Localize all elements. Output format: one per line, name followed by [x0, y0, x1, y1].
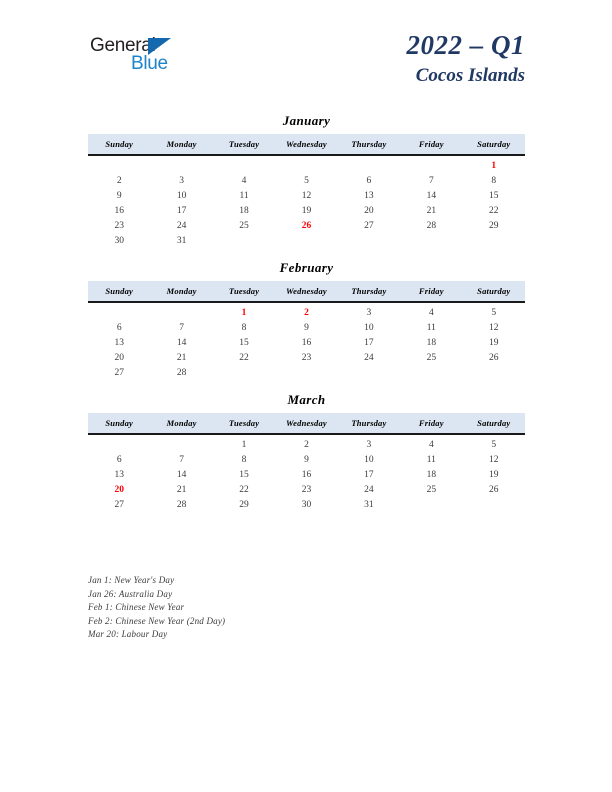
weekday-header-monday: Monday — [150, 413, 212, 434]
day-cell-empty — [400, 233, 462, 248]
day-cell[interactable]: 18 — [426, 337, 437, 348]
week-row — [88, 434, 525, 452]
day-cell[interactable]: 5 — [491, 439, 497, 450]
day-cell-holiday[interactable]: 20 — [114, 484, 124, 495]
day-cell[interactable]: 6 — [116, 322, 122, 333]
weekday-header-friday: Friday — [400, 281, 462, 302]
day-cell[interactable]: 18 — [426, 469, 437, 480]
day-cell[interactable]: 4 — [241, 175, 247, 186]
logo-text-blue: Blue — [131, 53, 168, 74]
page-subtitle: Cocos Islands — [415, 65, 525, 86]
page-title: 2022 – Q1 — [406, 30, 525, 60]
day-cell[interactable]: 25 — [426, 484, 437, 495]
day-cell-empty — [150, 155, 212, 173]
day-cell[interactable]: 10 — [364, 322, 374, 333]
month-block — [88, 260, 525, 380]
weekday-header-row — [88, 413, 525, 434]
weekday-header-row — [88, 281, 525, 302]
day-cell[interactable]: 14 — [426, 190, 437, 201]
holiday-legend-item: Jan 1: New Year's Day — [88, 575, 175, 585]
day-cell[interactable]: 11 — [426, 322, 436, 333]
day-cell[interactable]: 22 — [489, 205, 499, 216]
day-cell[interactable]: 2 — [116, 175, 122, 186]
day-cell[interactable]: 5 — [491, 307, 497, 318]
month-title: March — [287, 392, 326, 407]
weekday-header-sunday: Sunday — [88, 134, 150, 155]
day-cell[interactable]: 30 — [301, 499, 312, 510]
day-cell[interactable]: 17 — [176, 205, 187, 216]
day-cell-empty — [213, 365, 275, 380]
day-cell[interactable]: 28 — [426, 220, 437, 231]
day-cell[interactable]: 7 — [428, 175, 434, 186]
month-table — [88, 134, 525, 248]
day-cell[interactable]: 16 — [301, 337, 312, 348]
day-cell[interactable]: 8 — [491, 175, 497, 186]
week-row — [88, 350, 525, 365]
week-row — [88, 482, 525, 497]
day-cell-empty — [400, 365, 462, 380]
day-cell[interactable]: 16 — [301, 469, 312, 480]
logo-text-general: General — [90, 35, 156, 56]
weekday-header-sunday: Sunday — [88, 281, 150, 302]
day-cell-holiday[interactable]: 1 — [491, 160, 497, 171]
day-cell-empty — [338, 233, 400, 248]
week-row — [88, 467, 525, 482]
weekday-header-tuesday: Tuesday — [213, 281, 275, 302]
day-cell[interactable]: 18 — [239, 205, 249, 216]
day-cell-holiday[interactable]: 1 — [241, 307, 247, 318]
weekday-header-thursday: Thursday — [338, 281, 400, 302]
day-cell[interactable]: 19 — [301, 205, 312, 216]
day-cell[interactable]: 20 — [364, 205, 374, 216]
day-cell-empty — [88, 434, 150, 452]
day-cell[interactable]: 8 — [241, 454, 247, 465]
month-title: January — [282, 113, 331, 128]
holiday-legend-item: Jan 26: Australia Day — [88, 588, 173, 599]
calendar-months — [88, 113, 525, 524]
day-cell[interactable]: 15 — [239, 469, 249, 480]
day-cell[interactable]: 16 — [114, 205, 124, 216]
day-cell[interactable]: 13 — [364, 190, 374, 201]
month-table — [88, 281, 525, 380]
weekday-header-thursday: Thursday — [338, 134, 400, 155]
day-cell[interactable]: 5 — [304, 175, 309, 186]
day-cell[interactable]: 20 — [114, 352, 124, 363]
day-cell[interactable]: 25 — [239, 220, 249, 231]
day-cell[interactable]: 7 — [179, 322, 184, 333]
day-cell[interactable]: 31 — [176, 235, 187, 246]
day-cell[interactable]: 28 — [176, 367, 187, 378]
day-cell[interactable]: 27 — [114, 367, 124, 378]
week-row — [88, 188, 525, 203]
day-cell-empty — [275, 155, 337, 173]
weekday-header-wednesday: Wednesday — [275, 134, 337, 155]
week-row — [88, 365, 525, 380]
weekday-header-wednesday: Wednesday — [275, 281, 337, 302]
title-block — [407, 30, 526, 88]
day-cell-empty — [150, 434, 212, 452]
week-row — [88, 335, 525, 350]
weekday-header-sunday: Sunday — [88, 413, 150, 434]
holiday-legend-item: Feb 2: Chinese New Year (2nd Day) — [88, 615, 226, 626]
day-cell[interactable]: 12 — [301, 190, 312, 201]
day-cell[interactable]: 23 — [301, 484, 312, 495]
day-cell[interactable]: 3 — [366, 439, 372, 450]
day-cell[interactable]: 9 — [304, 454, 309, 465]
day-cell[interactable]: 3 — [366, 307, 372, 318]
week-row — [88, 218, 525, 233]
month-block — [88, 392, 525, 512]
day-cell-empty — [88, 302, 150, 320]
day-cell[interactable]: 21 — [176, 352, 187, 363]
week-row — [88, 155, 525, 173]
week-row — [88, 302, 525, 320]
weekday-header-saturday: Saturday — [463, 134, 525, 155]
week-row — [88, 173, 525, 188]
day-cell-empty — [338, 365, 400, 380]
holiday-legend-item: Mar 20: Labour Day — [88, 629, 168, 639]
day-cell[interactable]: 12 — [489, 454, 499, 465]
day-cell[interactable]: 7 — [179, 454, 184, 465]
month-block — [88, 113, 525, 248]
day-cell[interactable]: 6 — [116, 454, 122, 465]
day-cell[interactable]: 4 — [428, 439, 434, 450]
day-cell[interactable]: 17 — [364, 337, 374, 348]
day-cell-empty — [463, 233, 525, 248]
holiday-legend-item: Feb 1: Chinese New Year — [88, 602, 185, 612]
weekday-header-row — [88, 134, 525, 155]
week-row — [88, 203, 525, 218]
day-cell[interactable]: 27 — [114, 499, 124, 510]
month-title: February — [279, 260, 334, 275]
day-cell[interactable]: 22 — [239, 484, 249, 495]
day-cell[interactable]: 9 — [116, 190, 122, 201]
week-row — [88, 497, 525, 512]
weekday-header-tuesday: Tuesday — [213, 413, 275, 434]
day-cell[interactable]: 2 — [304, 439, 309, 450]
day-cell[interactable]: 26 — [489, 352, 499, 363]
day-cell[interactable]: 13 — [114, 337, 124, 348]
day-cell[interactable]: 26 — [489, 484, 499, 495]
day-cell[interactable]: 15 — [239, 337, 249, 348]
weekday-header-wednesday: Wednesday — [275, 413, 337, 434]
day-cell[interactable]: 24 — [364, 484, 374, 495]
day-cell-empty — [463, 497, 525, 512]
day-cell[interactable]: 30 — [114, 235, 124, 246]
weekday-header-thursday: Thursday — [338, 413, 400, 434]
weekday-header-monday: Monday — [150, 134, 212, 155]
day-cell-empty — [88, 155, 150, 173]
weekday-header-tuesday: Tuesday — [213, 134, 275, 155]
weekday-header-friday: Friday — [400, 134, 462, 155]
day-cell-empty — [213, 155, 275, 173]
day-cell-empty — [338, 155, 400, 173]
day-cell[interactable]: 21 — [176, 484, 187, 495]
day-cell[interactable]: 13 — [114, 469, 124, 480]
day-cell[interactable]: 24 — [364, 352, 374, 363]
day-cell[interactable]: 19 — [489, 469, 499, 480]
day-cell[interactable]: 1 — [241, 439, 247, 450]
day-cell[interactable]: 25 — [426, 352, 437, 363]
day-cell[interactable]: 29 — [489, 220, 499, 231]
day-cell[interactable]: 10 — [364, 454, 374, 465]
day-cell[interactable]: 8 — [241, 322, 247, 333]
weekday-header-friday: Friday — [400, 413, 462, 434]
day-cell[interactable]: 14 — [176, 469, 187, 480]
day-cell-holiday[interactable]: 2 — [304, 307, 309, 318]
day-cell[interactable]: 23 — [114, 220, 124, 231]
weekday-header-saturday: Saturday — [463, 281, 525, 302]
week-row — [88, 320, 525, 335]
day-cell[interactable]: 19 — [489, 337, 499, 348]
day-cell[interactable]: 14 — [176, 337, 187, 348]
holiday-legend — [88, 574, 488, 642]
day-cell-empty — [275, 233, 337, 248]
weekday-header-saturday: Saturday — [463, 413, 525, 434]
day-cell[interactable]: 11 — [426, 454, 436, 465]
month-table — [88, 413, 525, 512]
day-cell[interactable]: 9 — [304, 322, 309, 333]
day-cell-empty — [150, 302, 212, 320]
weekday-header-monday: Monday — [150, 281, 212, 302]
day-cell[interactable]: 31 — [364, 499, 374, 510]
day-cell-empty — [400, 155, 462, 173]
day-cell[interactable]: 4 — [428, 307, 434, 318]
day-cell-empty — [400, 497, 462, 512]
day-cell[interactable]: 22 — [239, 352, 249, 363]
day-cell[interactable]: 28 — [176, 499, 187, 510]
day-cell[interactable]: 10 — [176, 190, 187, 201]
general-blue-logo[interactable] — [90, 36, 200, 76]
day-cell[interactable]: 21 — [426, 205, 437, 216]
page-header — [0, 0, 612, 110]
day-cell[interactable]: 11 — [239, 190, 249, 201]
day-cell[interactable]: 24 — [176, 220, 187, 231]
day-cell[interactable]: 29 — [239, 499, 249, 510]
day-cell[interactable]: 17 — [364, 469, 374, 480]
day-cell[interactable]: 27 — [364, 220, 374, 231]
day-cell-empty — [463, 365, 525, 380]
day-cell[interactable]: 6 — [366, 175, 372, 186]
day-cell[interactable]: 15 — [489, 190, 499, 201]
week-row — [88, 233, 525, 248]
day-cell[interactable]: 23 — [301, 352, 312, 363]
day-cell[interactable]: 3 — [179, 175, 184, 186]
day-cell-holiday[interactable]: 26 — [301, 220, 312, 231]
day-cell-empty — [275, 365, 337, 380]
day-cell-empty — [213, 233, 275, 248]
day-cell[interactable]: 12 — [489, 322, 499, 333]
week-row — [88, 452, 525, 467]
